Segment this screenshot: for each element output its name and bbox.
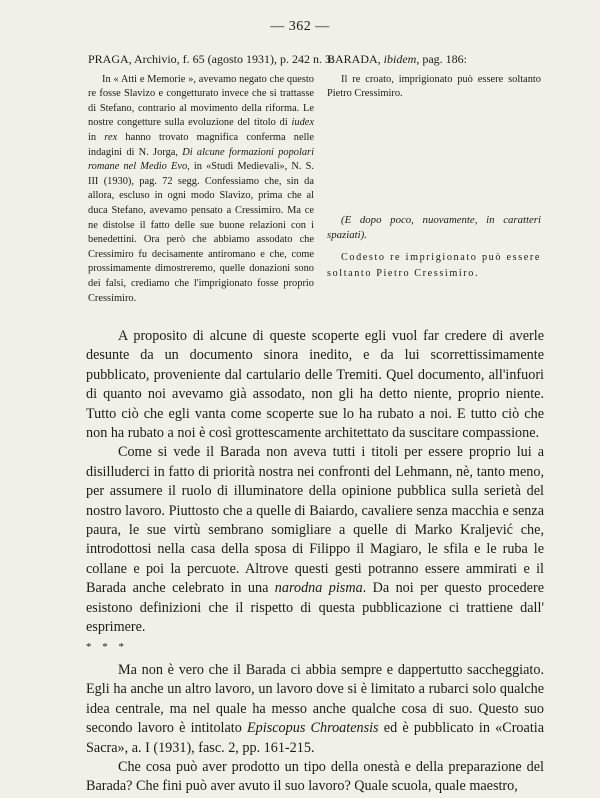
italic-term: ibidem (383, 52, 417, 66)
text-run: hanno trovato magnifica conferma nelle indagini di N. Jorga, (88, 131, 314, 158)
text-run: In « Atti e Memorie », avevamo negato che questo re fosse Slavizo e congetturato invece che si trattasse di Stefano, contrario al movimento della riforma. Le nostre congetture sulla evoluzione del titolo di (88, 73, 314, 129)
page-number: — 362 — (270, 19, 330, 34)
italic-term: narodna pisma (274, 580, 363, 597)
body-paragraph (86, 661, 544, 758)
main-text (86, 327, 544, 797)
italic-term: iudex (291, 117, 314, 129)
right-column-spaced-quote: Codesto re imprigionato può essere soltanto Pietro Cressimiro. (327, 251, 541, 279)
right-column-note: (E dopo poco, nuovamente, in caratteri spaziati). (327, 213, 541, 241)
left-column (88, 52, 335, 306)
italic-title: Episcopus Chroatensis (247, 720, 379, 737)
text-run: , in «Studi Medievali», N. S. III (1930), pag. 72 segg. Confessiamo che, sin da allora, escluso in ogni modo Slavizo, prima che al duca Stefano, avevamo pensato a Cressimiro. Ma ce ne distolse il fatto delle sue buone relazioni con i benedettini. Ora però che abbiamo assodato che Cressimiro fu decisamente antiromano e che, come prossimamente dimostreremo, quelle donazioni sono dei falsi, crediamo che l'imprigionato fosse proprio Cressimiro. (88, 161, 314, 304)
right-column-heading (327, 52, 541, 67)
text-run: , pag. 186: (416, 52, 468, 66)
section-separator: * * * (86, 640, 128, 653)
left-column-heading: PRAGA, Archivio, f. 65 (agosto 1931), p. 242 n. 3: (88, 52, 335, 66)
body-paragraph: Che cosa può aver prodotto un tipo della onestà e della preparazione del Barada? Che fini può aver avuto il suo lavoro? Quale scuola, quale maestro, (86, 758, 544, 795)
right-column-quote: Il re croato, imprigionato può essere soltanto Pietro Cressimiro. (327, 73, 541, 100)
body-paragraph (86, 443, 544, 637)
text-run: ed è pubblicato in «Croatia Sacra», a. I (1931), fasc. 2, pp. 161-215. (86, 720, 544, 756)
text-run: BARADA, (327, 52, 384, 66)
text-run: Ma non è vero che il Barada ci abbia sempre e dappertutto saccheggiato. Egli ha anche un altro lavoro, un lavoro dove si è limitato a rubarci solo qualche idea centrale, ma nel quale ha messo anche qualche cosa di suo. Questo suo secondo lavoro è intitolato (86, 661, 544, 737)
body-paragraph: A proposito di alcune di queste scoperte egli vuol far credere di averle desunte da un documento sinora inedito, e da lui scorrettissimamente pubblicato, proveniente dal cartulario delle Tremiti. Quel documento, all'infuori di quanto noi avevamo già assodato, non gli ha detto niente, proprio niente. Tutto ciò che egli vanta come scoperte sue lo ha rubato a noi. E tutto ciò che non ha rubato a noi è così grottescamente architettato da suscitare compassione. (86, 328, 544, 442)
italic-citation-title: Di alcune formazioni popolari romane nel Medio Evo (88, 146, 314, 173)
column-gap (327, 102, 541, 213)
left-column-paragraph (88, 73, 314, 307)
text-run: Come si vede il Barada non aveva tutti i titoli per essere proprio lui a disilluderci in fatto di priorità nostra nei confronti del Lehmann, nè, tanto meno, per assumere il ruolo di illuminatore della opinione pubblica sulla serietà del nostro lavoro. Piuttosto che a quelle di Baiardo, cavaliere senza macchia e senza paura, le sue virtù sembrano somigliare a quelle di Marko Kraljević che, introdottosi nella casa della sposa di Filippo il Magiaro, le sfila e le ruba le collane e poi la percuote. Altrove questi gesti potranno essere ammirati e il Barada anche celebrato in una (86, 444, 544, 597)
italic-term: rex (104, 131, 118, 143)
text-run: in (88, 131, 105, 143)
right-column (327, 52, 541, 282)
text-run: . Da noi per questo procedere esistono definizioni che il rispetto di questa pubblicazione ci trattiene dall' esprimere. (86, 580, 545, 636)
